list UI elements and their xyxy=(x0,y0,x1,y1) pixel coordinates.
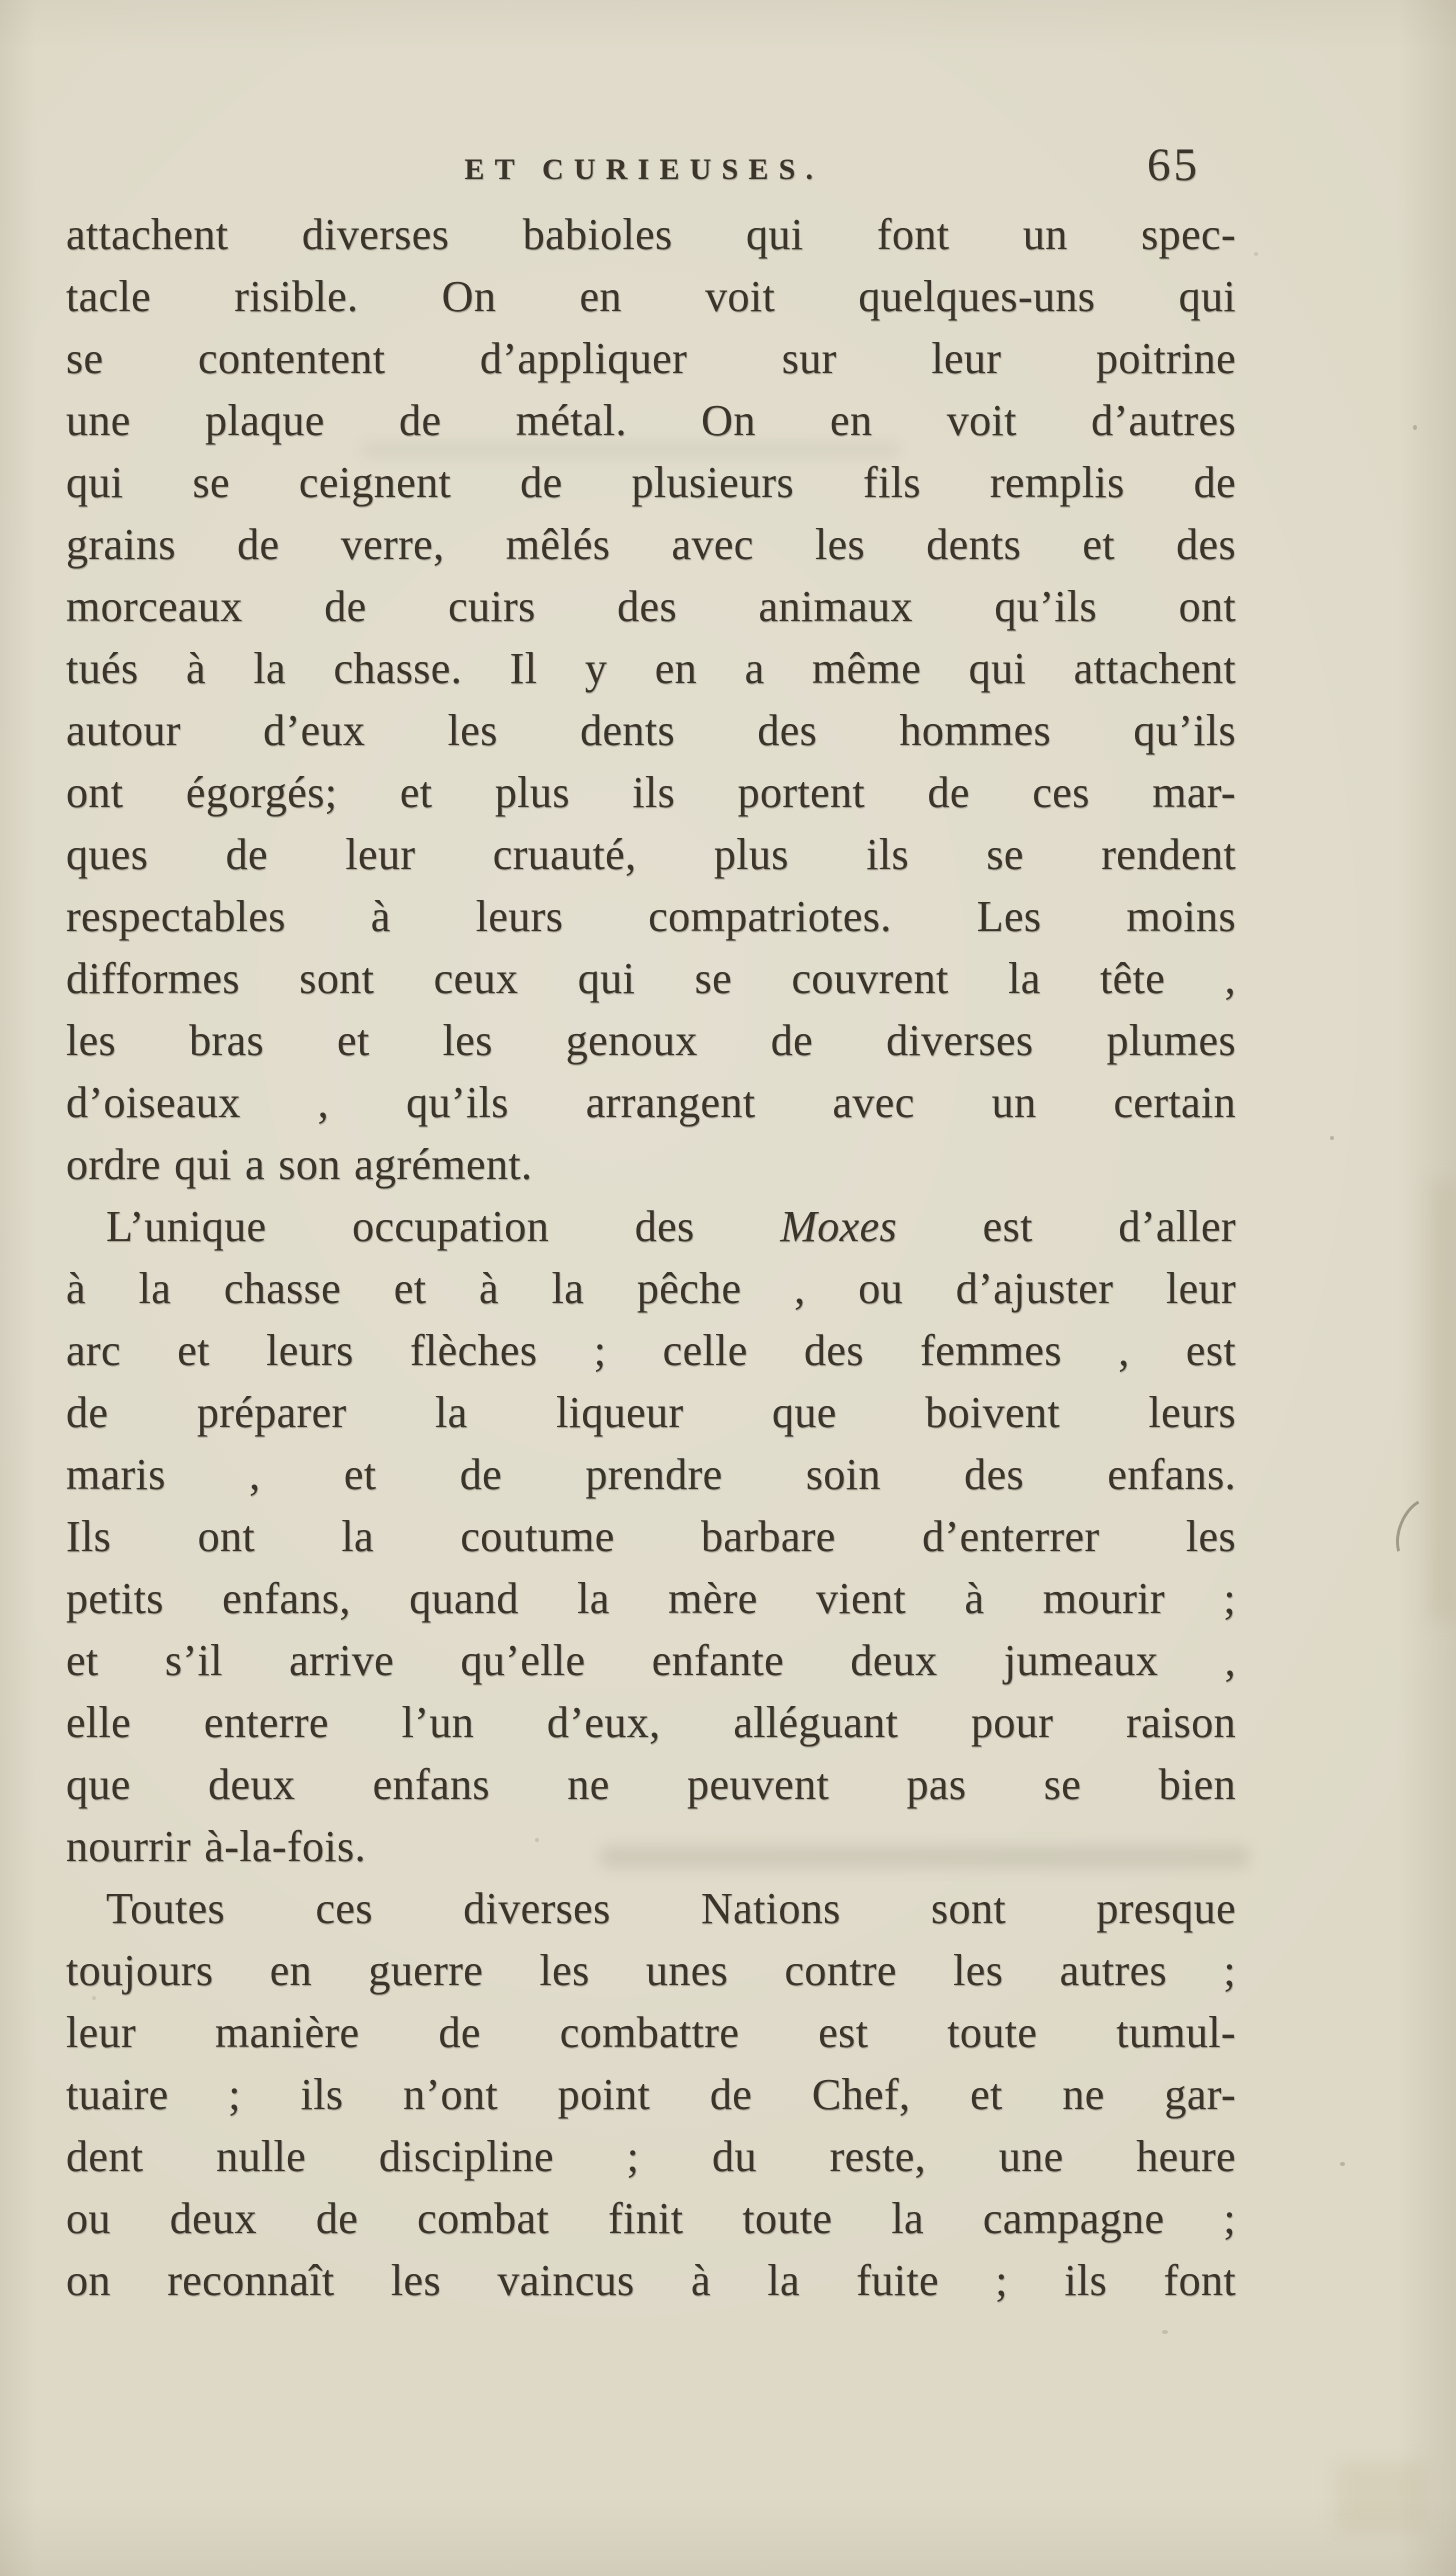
text-line: les bras et les genoux de diverses plumes xyxy=(66,1016,1236,1065)
ink-speck xyxy=(1162,2330,1168,2334)
text-line: ou deux de combat finit toute la campagne ; xyxy=(66,2194,1236,2243)
text-line: que deux enfans ne peuvent pas se bien xyxy=(66,1760,1236,1809)
text-line: arc et leurs flèches ; celle des femmes , est xyxy=(66,1326,1236,1375)
ink-speck xyxy=(1340,2162,1345,2166)
ink-speck xyxy=(1413,425,1417,430)
foxing-stain xyxy=(1336,2462,1426,2532)
text-line: respectables à leurs compatriotes. Les moins xyxy=(66,892,1236,941)
text-line: nourrir à-la-fois. xyxy=(66,1822,366,1871)
text-line: une plaque de métal. On en voit d’autres xyxy=(66,396,1236,445)
text-line: L’unique occupation des Moxes est d’aller xyxy=(106,1202,1236,1251)
text-line: d’oiseaux , qu’ils arrangent avec un certain xyxy=(66,1078,1236,1127)
text-line: se contentent d’appliquer sur leur poitrine xyxy=(66,334,1236,383)
show-through-smudge xyxy=(360,442,900,458)
text-line: difformes sont ceux qui se couvrent la tête , xyxy=(66,954,1236,1003)
text-line: maris , et de prendre soin des enfans. xyxy=(66,1450,1236,1499)
ink-speck xyxy=(1330,1136,1334,1140)
text-line: leur manière de combattre est toute tumul- xyxy=(66,2008,1236,2057)
text-line: attachent diverses babioles qui font un spec- xyxy=(66,210,1236,259)
page-text xyxy=(66,204,1236,2312)
running-title: ET CURIEUSES. xyxy=(464,153,824,186)
show-through-smudge xyxy=(600,1846,1250,1868)
text-line: petits enfans, quand la mère vient à mourir ; xyxy=(66,1574,1236,1623)
text-line: dent nulle discipline ; du reste, une heure xyxy=(66,2132,1236,2181)
text-line: à la chasse et à la pêche , ou d’ajuster leur xyxy=(66,1264,1236,1313)
text-line: ques de leur cruauté, plus ils se rendent xyxy=(66,830,1236,879)
text-line: Toutes ces diverses Nations sont presque xyxy=(106,1884,1236,1933)
text-line: on reconnaît les vaincus à la fuite ; ils font xyxy=(66,2256,1236,2305)
text-line: Ils ont la coutume barbare d’enterrer les xyxy=(66,1512,1236,1561)
text-line: tuaire ; ils n’ont point de Chef, et ne gar- xyxy=(66,2070,1236,2119)
page-number: 65 xyxy=(1147,139,1200,191)
text-line: ont égorgés; et plus ils portent de ces mar- xyxy=(66,768,1236,817)
ink-speck xyxy=(535,1838,539,1842)
page-header xyxy=(66,140,1236,200)
text-line: morceaux de cuirs des animaux qu’ils ont xyxy=(66,582,1236,631)
text-line: autour d’eux les dents des hommes qu’ils xyxy=(66,706,1236,755)
text-line: de préparer la liqueur que boivent leurs xyxy=(66,1388,1236,1437)
text-line: tués à la chasse. Il y en a même qui attachent xyxy=(66,644,1236,693)
foxing-stain xyxy=(1430,1180,1456,1620)
text-line: qui se ceignent de plusieurs fils remplis de xyxy=(66,458,1236,507)
text-line: grains de verre, mêlés avec les dents et des xyxy=(66,520,1236,569)
text-line: toujours en guerre les unes contre les autres ; xyxy=(66,1946,1236,1995)
text-line: ordre qui a son agrément. xyxy=(66,1140,533,1189)
text-line: et s’il arrive qu’elle enfante deux jumeaux , xyxy=(66,1636,1236,1685)
text-line: tacle risible. On en voit quelques-uns qui xyxy=(66,272,1236,321)
ink-speck xyxy=(92,1996,96,2000)
ink-speck xyxy=(1254,252,1258,256)
text-line: elle enterre l’un d’eux, alléguant pour raison xyxy=(66,1698,1236,1747)
